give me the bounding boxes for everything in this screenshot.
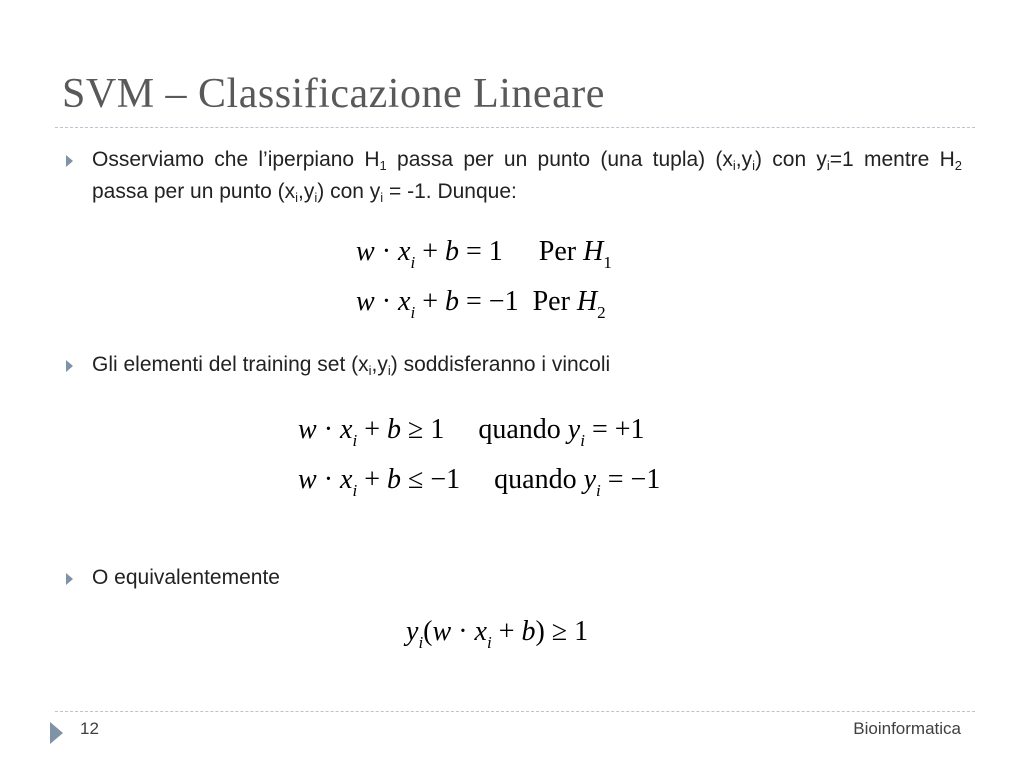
constraint-negative: $w \cdot x_i + b \le -1$ quando $y_i = -1$ (298, 464, 661, 500)
bullet-text: O equivalentemente (92, 566, 280, 589)
bullet-marker (66, 573, 73, 585)
bullet-marker (66, 360, 73, 372)
page-number: 12 (80, 719, 99, 738)
combined-constraint: $y_i(w \cdot x_i + b) \ge 1$ (406, 616, 589, 652)
equation-h2: $w \cdot x_i + b = -1$ Per $H_2$ (356, 286, 606, 322)
bullet-text: Osserviamo che l’iperpiano $H_1$ passa per un punto (una tupla) $(x_i,y_i)$ con $y_i=1$ mentre $H_2$ passa per un punto $(x_i,y_i)$ con $y_i = -1$. Dunque: (92, 148, 962, 205)
title-divider (55, 127, 975, 128)
bullet-marker (66, 155, 73, 167)
slide-title: SVM – Classificazione Lineare (62, 71, 605, 117)
footer-course: Bioinformatica (853, 719, 961, 738)
footer-divider (55, 711, 975, 712)
equation-h1: $w \cdot x_i + b = 1$ Per $H_1$ (356, 236, 612, 272)
bullet-text: Gli elementi del training set $(x_i,y_i)$ soddisferanno i vincoli (92, 353, 611, 378)
constraint-positive: $w \cdot x_i + b \ge 1$ quando $y_i = +1$ (298, 414, 645, 450)
footer-triangle-icon (50, 722, 63, 744)
